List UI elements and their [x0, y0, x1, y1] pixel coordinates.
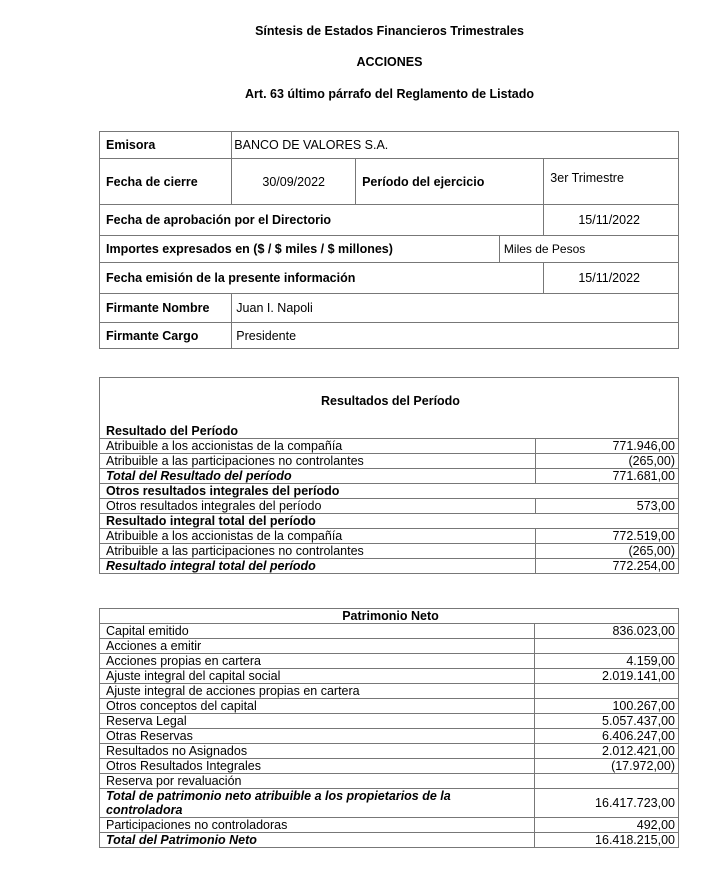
table-row	[100, 669, 679, 684]
row-value: 772.254,00	[536, 559, 679, 574]
row-value: 2.012.421,00	[534, 744, 679, 759]
row-value: 5.057.437,00	[534, 714, 679, 729]
table-row	[100, 439, 679, 454]
table-row	[100, 559, 679, 574]
row-value: 836.023,00	[534, 624, 679, 639]
row-value: 4.159,00	[534, 654, 679, 669]
row-label: Participaciones no controladoras	[100, 818, 535, 833]
row-value: 2.019.141,00	[534, 669, 679, 684]
row-value: 573,00	[536, 499, 679, 514]
table-row	[100, 484, 679, 499]
row-label: Ajuste integral de acciones propias en cartera	[100, 684, 535, 699]
row-value	[534, 684, 679, 699]
info-table	[99, 131, 679, 349]
table-row	[100, 654, 679, 669]
table-row	[100, 818, 679, 833]
page-title: Síntesis de Estados Financieros Trimestrales	[255, 24, 524, 38]
row-label: Total del Resultado del período	[100, 469, 536, 484]
row-value: 16.417.723,00	[534, 789, 679, 818]
row-value: 772.519,00	[536, 529, 679, 544]
emisora-value: BANCO DE VALORES S.A.	[232, 132, 679, 159]
resultados-title: Resultados del Período	[100, 378, 679, 425]
resultados-table	[99, 377, 679, 574]
row-label: Atribuible a las participaciones no controlantes	[100, 454, 536, 469]
firmante-nombre-label: Firmante Nombre	[100, 294, 232, 323]
row-firmante-cargo	[100, 323, 679, 349]
table-row	[100, 424, 679, 439]
row-value: 16.418.215,00	[534, 833, 679, 848]
table-row	[100, 544, 679, 559]
row-label: Otros conceptos del capital	[100, 699, 535, 714]
row-label: Otras Reservas	[100, 729, 535, 744]
importes-value: Miles de Pesos	[499, 236, 678, 263]
table-row	[100, 469, 679, 484]
page-subtitle: ACCIONES	[356, 55, 423, 69]
row-emision	[100, 263, 679, 294]
article-reference: Art. 63 último párrafo del Reglamento de Listado	[245, 87, 534, 101]
firmante-cargo-label: Firmante Cargo	[100, 323, 232, 349]
patrimonio-title: Patrimonio Neto	[100, 609, 679, 624]
emisora-label: Emisora	[100, 132, 232, 159]
row-label: Reserva Legal	[100, 714, 535, 729]
row-label: Ajuste integral del capital social	[100, 669, 535, 684]
row-value	[534, 639, 679, 654]
periodo-value: 3er Trimestre	[544, 159, 679, 205]
row-value: 6.406.247,00	[534, 729, 679, 744]
row-emisora	[100, 132, 679, 159]
row-label: Acciones a emitir	[100, 639, 535, 654]
patrimonio-table	[99, 608, 679, 848]
row-label: Capital emitido	[100, 624, 535, 639]
table-row	[100, 529, 679, 544]
row-label: Atribuible a las participaciones no controlantes	[100, 544, 536, 559]
firmante-cargo-value: Presidente	[232, 323, 679, 349]
row-value: 771.946,00	[536, 439, 679, 454]
table-row	[100, 624, 679, 639]
row-firmante-nombre	[100, 294, 679, 323]
table-row	[100, 714, 679, 729]
row-label: Atribuible a los accionistas de la compañía	[100, 529, 536, 544]
importes-label: Importes expresados en ($ / $ miles / $ millones)	[100, 236, 500, 263]
table-row	[100, 514, 679, 529]
row-value: 100.267,00	[534, 699, 679, 714]
row-label: Reserva por revaluación	[100, 774, 535, 789]
table-row	[100, 744, 679, 759]
row-label: Total de patrimonio neto atribuible a los propietarios de la controladora	[100, 789, 535, 818]
firmante-nombre-value: Juan I. Napoli	[232, 294, 679, 323]
table-row	[100, 684, 679, 699]
periodo-label: Período del ejercicio	[356, 159, 544, 205]
emision-value: 15/11/2022	[544, 263, 679, 294]
table-row	[100, 729, 679, 744]
table-row	[100, 789, 679, 818]
table-row	[100, 759, 679, 774]
table-row	[100, 639, 679, 654]
table-row	[100, 454, 679, 469]
row-value: 492,00	[534, 818, 679, 833]
row-value: (265,00)	[536, 544, 679, 559]
fecha-cierre-label: Fecha de cierre	[100, 159, 232, 205]
row-value: 771.681,00	[536, 469, 679, 484]
aprobacion-label: Fecha de aprobación por el Directorio	[100, 205, 544, 236]
row-value: (265,00)	[536, 454, 679, 469]
fecha-cierre-value: 30/09/2022	[232, 159, 356, 205]
row-value: (17.972,00)	[534, 759, 679, 774]
table-row	[100, 774, 679, 789]
row-label: Otros resultados integrales del período	[100, 499, 536, 514]
row-aprobacion	[100, 205, 679, 236]
emision-label: Fecha emisión de la presente información	[100, 263, 544, 294]
row-label: Total del Patrimonio Neto	[100, 833, 535, 848]
row-label: Otros resultados integrales del período	[100, 484, 679, 499]
row-value	[534, 774, 679, 789]
aprobacion-value: 15/11/2022	[544, 205, 679, 236]
table-row	[100, 833, 679, 848]
row-label: Resultados no Asignados	[100, 744, 535, 759]
row-label: Acciones propias en cartera	[100, 654, 535, 669]
row-importes	[100, 236, 679, 263]
row-label: Atribuible a los accionistas de la compañía	[100, 439, 536, 454]
row-label: Resultado del Período	[100, 424, 679, 439]
table-row	[100, 499, 679, 514]
row-fecha-cierre	[100, 159, 679, 205]
row-label: Otros Resultados Integrales	[100, 759, 535, 774]
row-label: Resultado integral total del período	[100, 559, 536, 574]
table-row	[100, 699, 679, 714]
row-label: Resultado integral total del período	[100, 514, 679, 529]
